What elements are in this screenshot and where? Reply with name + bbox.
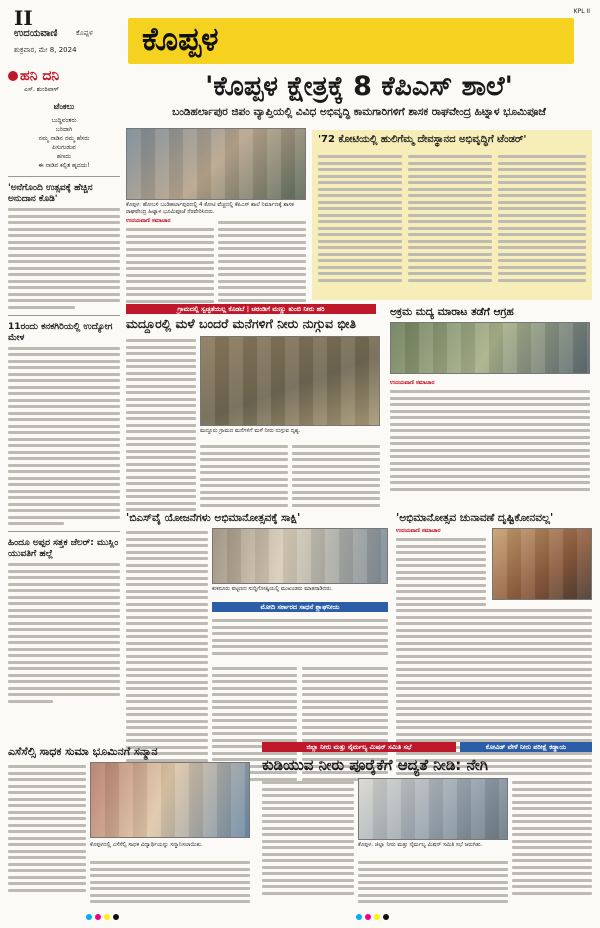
story6-kicker: ಜಿಲ್ಲಾ ನೀರು ಮತ್ತು ನೈರ್ಮಲ್ಯ ಮಿಷನ್ ಸಮಿತಿ ಸಭೆ xyxy=(262,742,456,752)
section-title: ಕೊಪ್ಪಳ xyxy=(142,20,219,58)
lead-box-col2 xyxy=(408,152,492,285)
story2-col2 xyxy=(200,442,288,510)
lead-subhead: ಬಂಡಿಹರ್ಲಾಪುರ ಜಿಪಂ ವ್ಯಾಪ್ತಿಯಲ್ಲಿ ವಿವಿಧ ಅಭಿವೃದ್ಧಿ ಕಾಮಗಾರಿಗಳಿಗೆ ಶಾಸಕ ರಾಘವೇಂದ್ರ ಹಿಟ್ನಾಳ ಭೂಮಿಪೂಜೆ xyxy=(172,106,546,118)
left-story1-body xyxy=(8,208,120,309)
story6-caption: ಕೊಪ್ಪಳ: ಜಿಲ್ಲಾ ನೀರು ಮತ್ತು ನೈರ್ಮಲ್ಯ ಮಿಷನ್ ಸಮಿತಿ ಸಭೆ ಜರುಗಿತು. xyxy=(358,842,483,848)
registration-marks xyxy=(356,914,389,920)
registration-marks xyxy=(86,914,119,920)
left-story2-body xyxy=(8,347,120,526)
masthead xyxy=(6,4,594,66)
story6-kicker2: ಕೋವಿಡ್ ವೇಳೆ ನೀರು ಪರೀಕ್ಷೆ ಕಡ್ಡಾಯ xyxy=(460,742,592,752)
lead-col1 xyxy=(126,218,214,313)
left-story1-headline: 'ಅನೆಗೊಂದಿ ಉತ್ಸವಕ್ಕೆ ಹೆಚ್ಚಿನ ಅನುದಾನ ಕೊಡಿ' xyxy=(8,183,93,204)
lead-box-col3 xyxy=(498,152,586,285)
left-story3-headline: ಹಿಂದೂ ಅಪ್ಪರ ಸತ್ತಕ ಜೆಲರ್: ಮುಸ್ಲಿಂ ಯುವತಿಗೆ ಹಲ್ಲೆ xyxy=(8,538,119,559)
bottom-left-col xyxy=(8,762,86,895)
hani-dot-icon xyxy=(8,71,18,81)
lead-story xyxy=(126,70,592,119)
lead-photo xyxy=(126,128,306,200)
left-story4-headline: ಎಸೆಸೆಲ್ಸಿ ಸಾಧಕ ಸುಮಾ ಭೂಮಿನಗೆ ಸನ್ಮಾನ xyxy=(8,745,158,758)
lead-byline: ಉದಯವಾಣಿ ಸಮಾಚಾರ xyxy=(126,218,171,224)
story5-body xyxy=(396,606,592,778)
story4-headline: 'ಬಿಎಸ್‌ವೈ ಯೋಜನೆಗಳು ಅಭಿಮಾನೋತ್ಸವಕ್ಕೆ ಸಾಕ್ಷಿ' xyxy=(126,512,301,524)
story6-col2 xyxy=(358,858,508,907)
story3-body xyxy=(390,380,590,494)
section-banner xyxy=(128,18,574,64)
story2-headline: ಮದ್ದೂರಲ್ಲಿ ಮಳೆ ಬಂದರೆ ಮನೆಗಳಿಗೆ ನೀರು ನುಗ್ಗುವ ಭೀತಿ xyxy=(126,316,356,331)
divider xyxy=(8,531,120,532)
story3-headline: ಅಕ್ರಮ ಮದ್ಯ ಮಾರಾಟ ತಡೆಗೆ ಆಗ್ರಹ xyxy=(390,306,514,318)
hani-poem: ಬುದ್ಧಿವಂತರು ಬರಿದಾಗಿ ನಮ್ಮ ನಾಡಿನ ನಮ್ಮ ಹೆಸರು ಪಿಸುಗುಡುವ ಹಣದು ಈ ನಾಡಿನ ಕಲ್ಪಿತ ಹೃದಯ! xyxy=(38,117,90,169)
story7-body xyxy=(90,858,250,907)
story6-col1 xyxy=(262,778,354,898)
story2-photo xyxy=(200,336,380,426)
story2-col1 xyxy=(126,336,196,515)
story3-byline: ಉದಯವಾಣಿ ಸಮಾಚಾರ xyxy=(390,380,435,386)
story6-photo xyxy=(358,778,508,840)
story6-headline: ಕುಡಿಯುವ ನೀರು ಪೂರೈಕೆಗೆ ಆದ್ಯತೆ ನೀಡಿ: ನೇಗಿ xyxy=(262,756,488,774)
left-story3-body xyxy=(8,563,120,703)
hani-subtitle: ಟೆಂಕಲು xyxy=(53,102,75,111)
story4-ad-head: ಮೋದಿ ಸರ್ಕಾರದ ಸಾಧನೆ ಶ್ಲಾಘನೀಯ xyxy=(212,602,388,612)
story2-col3 xyxy=(292,442,380,510)
story7-caption: ಕೊಪ್ಪಳದಲ್ಲಿ ಎಸೆಸೆಲ್ಸಿ ಸಾಧಕ ವಿದ್ಯಾರ್ಥಿಯನ್ನು ಸನ್ಮಾನಿಸಲಾಯಿತು. xyxy=(90,842,203,848)
story3-photo xyxy=(390,322,590,374)
divider xyxy=(8,315,120,316)
hani-dani-title: ಹನಿ ದನಿ xyxy=(8,68,120,84)
lead-box-headline: '72 ಕೋಟಿಯಲ್ಲಿ ಹುಲಿಗೆಮ್ಮ ದೇವಸ್ಥಾನದ ಅಭಿವೃದ್ಧಿಗೆ ಟೆಂಡರ್' xyxy=(318,134,527,145)
story4-ad-body xyxy=(212,616,388,658)
page-code: KPL II xyxy=(573,8,590,15)
story7-photo xyxy=(90,762,250,838)
lead-col2 xyxy=(218,218,306,312)
story5-col1 xyxy=(396,528,486,610)
divider xyxy=(8,176,120,177)
edition-name: ಕೊಪ್ಪಳ xyxy=(76,29,93,37)
lead-caption: ಕೊಪ್ಪಳ: ಹೋಬಳಿ ಬಂಡಿಹರ್ಲಾಪುರದಲ್ಲಿ 4 ಕೋಟಿ ವೆಚ್ಚದಲ್ಲಿ ಕೆಪಿಎಸ್ ಶಾಲೆ ನಿರ್ಮಾಣಕ್ಕೆ ಶಾಸಕ ರಾಘವೇಂದ್ರ ಹಿಟ್ನಾಳ ಭೂಮಿಪೂಜೆ ನೆರವೇರಿಸಿದರು. xyxy=(126,202,294,215)
issue-date: ಶುಕ್ರವಾರ, ಮೇ 8, 2024 xyxy=(14,46,77,54)
lead-headline: 'ಕೊಪ್ಪಳ ಕ್ಷೇತ್ರಕ್ಕೆ 8 ಕೆಪಿಎಸ್ ಶಾಲೆ' xyxy=(205,71,513,102)
story2-kicker: ಗ್ರಾಮದಲ್ಲಿ ಸ್ವಚ್ಛತೆಯಲ್ಲ ಕೊಡಬೆ | ಚರಂಡಿಗೆ ಮಣ್ಣು ತುಂಬಿ ನೀರು ಹರಿ xyxy=(126,304,376,314)
lead-box-col1 xyxy=(318,152,402,285)
story2-caption: ಮದ್ದೂರು ಗ್ರಾಮದ ಮನೆಗಳಿಗೆ ಮಳೆ ನೀರು ನುಗ್ಗುವ ದೃಶ್ಯ. xyxy=(200,428,301,434)
story5-photo xyxy=(492,528,592,600)
hani-author: ಎಸ್. ಶುಂಠಿಪಾಳ್ xyxy=(24,86,59,93)
story5-headline: 'ಅಭಿಮಾನೋತ್ಸವ ಚುನಾವಣೆ ದೃಷ್ಟಿಕೋನವಲ್ಲ' xyxy=(396,512,554,524)
story5-byline: ಉದಯವಾಣಿ ಸಮಾಚಾರ xyxy=(396,528,441,534)
story6-col3 xyxy=(512,778,592,898)
story4-photo xyxy=(212,528,388,584)
left-story2-headline: 11ರಂದು ಕನಕಗಿರಿಯಲ್ಲಿ ಉದ್ಯೋಗ ಮೇಳ xyxy=(8,321,113,343)
story4-caption: ಕುಕನೂರು ಪಟ್ಟಣದ ಸುದ್ದಿಗೋಷ್ಠಿಯಲ್ಲಿ ಮುಖಂಡರು ಮಾತನಾಡಿದರು. xyxy=(212,586,333,592)
paper-name: ಉದಯವಾಣಿ xyxy=(14,28,58,39)
page-number: II xyxy=(14,6,33,30)
